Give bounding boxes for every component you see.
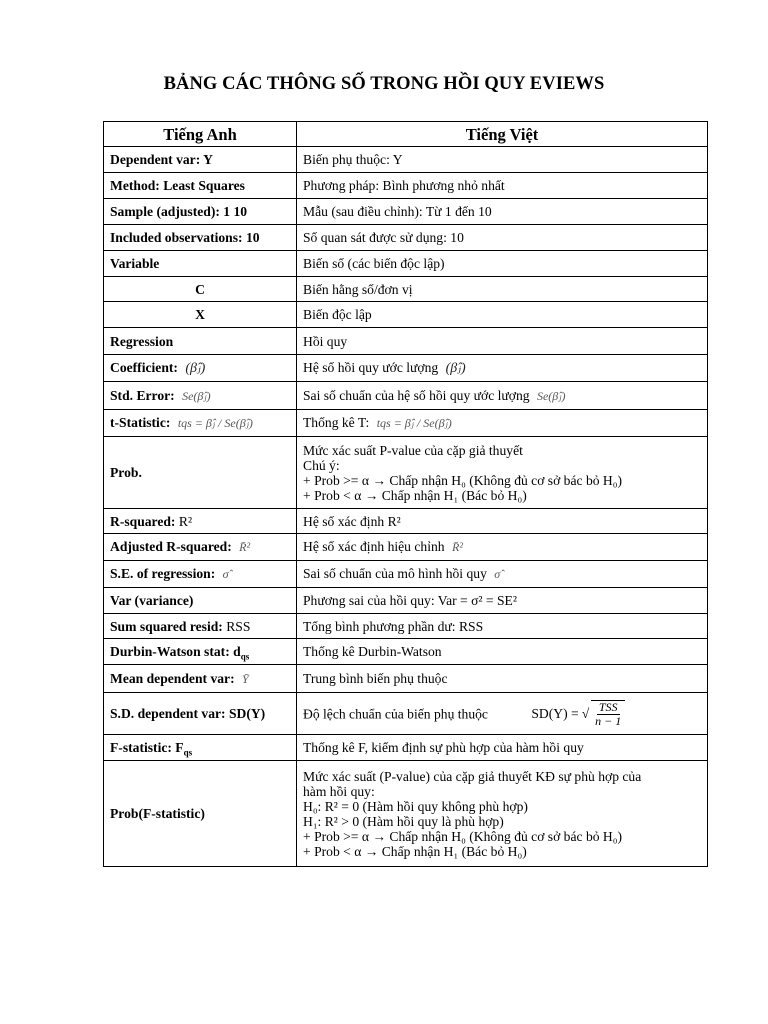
term-vietnamese: Số quan sát được sử dụng: 10 xyxy=(297,225,708,251)
std-error-formula: Se(β̂ⱼ) xyxy=(182,388,211,403)
term-vietnamese: Tổng bình phương phần dư: RSS xyxy=(297,614,708,639)
table-row xyxy=(104,561,708,588)
table-row xyxy=(104,588,708,614)
probf-line: Mức xác suất (P-value) của cặp giả thuyết KĐ sự phù hợp của xyxy=(303,768,642,784)
term-vietnamese xyxy=(297,761,708,867)
term-label: Std. Error: xyxy=(110,387,175,403)
term-label: S.E. of regression: xyxy=(110,566,216,581)
term-vietnamese: Phương pháp: Bình phương nhỏ nhất xyxy=(297,173,708,199)
table-row xyxy=(104,509,708,534)
term-english: X xyxy=(104,302,297,328)
table-row xyxy=(104,437,708,509)
term-vietnamese: Thống kê F, kiểm định sự phù hợp của hàm hồi quy xyxy=(297,735,708,761)
term-label: F-statistic: F xyxy=(110,740,184,755)
document-title: BẢNG CÁC THÔNG SỐ TRONG HỒI QUY EVIEWS xyxy=(163,74,605,94)
term-vietnamese xyxy=(297,561,708,588)
header-english: Tiếng Anh xyxy=(104,122,297,147)
term-english: Included observations: 10 xyxy=(104,225,297,251)
subscript: qs xyxy=(183,747,193,758)
table-header-row xyxy=(104,122,708,147)
sigma-hat-symbol: σ̂ xyxy=(494,567,501,581)
rss-label: RSS xyxy=(226,618,251,634)
subscript: qs xyxy=(240,651,250,662)
table-row xyxy=(104,534,708,561)
table-row xyxy=(104,173,708,199)
term-vietnamese xyxy=(297,355,708,382)
probf-line: + Prob < α → Chấp nhận H₁ (Bác bỏ H₀) xyxy=(303,843,527,859)
probf-line: hàm hồi quy: xyxy=(303,783,375,799)
term-english: Method: Least Squares xyxy=(104,173,297,199)
std-error-formula: Se(β̂ⱼ) xyxy=(536,388,566,403)
sd-formula xyxy=(531,700,625,728)
table-row xyxy=(104,410,708,437)
header-vietnamese: Tiếng Việt xyxy=(297,122,708,147)
probf-line: H₀: R² = 0 (Hàm hồi quy không phù hợp) xyxy=(303,798,528,814)
term-english xyxy=(104,614,297,639)
term-english: Var (variance) xyxy=(104,588,297,614)
term-english: C xyxy=(104,277,297,302)
term-english xyxy=(104,735,297,761)
term-label: Sai số chuẩn của mô hình hồi quy xyxy=(303,566,487,581)
term-label: Mean dependent var: xyxy=(110,670,235,686)
term-english xyxy=(104,639,297,665)
term-english: Prob. xyxy=(104,437,297,509)
term-english xyxy=(104,665,297,693)
term-label: Durbin-Watson stat: d xyxy=(110,644,241,659)
fraction-numerator: TSS xyxy=(598,699,618,714)
term-english: Variable xyxy=(104,251,297,277)
probf-line: + Prob >= α → Chấp nhận H₀ (Không đủ cơ sở bác bỏ H₀) xyxy=(303,828,623,844)
term-vietnamese: Thống kê Durbin-Watson xyxy=(297,639,708,665)
term-english: S.D. dependent var: SD(Y) xyxy=(104,693,297,735)
prob-line: Mức xác suất P-value của cặp giả thuyết xyxy=(303,442,523,458)
term-vietnamese xyxy=(297,534,708,561)
term-english: Prob(F-statistic) xyxy=(104,761,297,867)
term-english xyxy=(104,509,297,534)
prob-line: + Prob < α → Chấp nhận H₁ (Bác bỏ H₀) xyxy=(303,487,527,503)
table-row xyxy=(104,735,708,761)
term-vietnamese: Mẫu (sau điều chỉnh): Từ 1 đến 10 xyxy=(297,199,708,225)
table-row xyxy=(104,614,708,639)
fraction xyxy=(591,700,625,728)
table-row xyxy=(104,302,708,328)
table-row xyxy=(104,225,708,251)
table-row xyxy=(104,355,708,382)
beta-hat-formula: (β̂ⱼ) xyxy=(445,361,466,376)
term-label: Coefficient: xyxy=(110,360,178,375)
table-row xyxy=(104,147,708,173)
term-english xyxy=(104,355,297,382)
adjusted-r-squared-symbol: R̄² xyxy=(239,540,251,554)
table-row xyxy=(104,328,708,355)
term-label: Thống kê T: xyxy=(303,415,370,430)
term-label: Adjusted R-squared: xyxy=(110,539,232,554)
table-row xyxy=(104,382,708,410)
table-row xyxy=(104,639,708,665)
r-squared-symbol: R² xyxy=(178,513,193,529)
term-vietnamese: Phương sai của hồi quy: Var = σ² = SE² xyxy=(297,588,708,614)
term-label: R-squared: xyxy=(110,513,176,529)
term-english: Sample (adjusted): 1 10 xyxy=(104,199,297,225)
y-bar-symbol: Ȳ xyxy=(242,671,249,686)
table-row xyxy=(104,693,708,735)
term-english: Regression xyxy=(104,328,297,355)
term-label: Hệ số hồi quy ước lượng xyxy=(303,360,439,375)
term-english xyxy=(104,410,297,437)
table-row xyxy=(104,665,708,693)
term-label: Sum squared resid: xyxy=(110,618,223,634)
sigma-hat-symbol: σ̂ xyxy=(222,567,229,581)
adjusted-r-squared-symbol: R̄² xyxy=(451,540,463,554)
t-statistic-formula: tqs = β̂ⱼ / Se(β̂ⱼ) xyxy=(177,416,253,430)
sd-formula-left: SD(Y) = xyxy=(531,706,579,721)
term-vietnamese xyxy=(297,437,708,509)
term-vietnamese xyxy=(297,410,708,437)
table-row xyxy=(104,251,708,277)
term-vietnamese: Biến hằng số/đơn vị xyxy=(297,277,708,302)
table-row xyxy=(104,277,708,302)
term-label: t-Statistic: xyxy=(110,415,171,430)
fraction-denominator: n − 1 xyxy=(595,713,622,728)
term-english: Dependent var: Y xyxy=(104,147,297,173)
term-vietnamese xyxy=(297,382,708,410)
term-vietnamese: Biến số (các biến độc lập) xyxy=(297,251,708,277)
term-vietnamese: Hệ số xác định R² xyxy=(297,509,708,534)
term-vietnamese: Trung bình biến phụ thuộc xyxy=(297,665,708,693)
term-english xyxy=(104,561,297,588)
table-row xyxy=(104,761,708,867)
term-english xyxy=(104,534,297,561)
prob-line: + Prob >= α → Chấp nhận H₀ (Không đủ cơ sở bác bỏ H₀) xyxy=(303,472,623,488)
term-vietnamese: Biến phụ thuộc: Y xyxy=(297,147,708,173)
term-vietnamese: Hồi quy xyxy=(297,328,708,355)
term-label: Hệ số xác định hiệu chỉnh xyxy=(303,539,445,554)
probf-line: H₁: R² > 0 (Hàm hồi quy là phù hợp) xyxy=(303,813,504,829)
prob-line: Chú ý: xyxy=(303,457,340,473)
term-vietnamese xyxy=(297,693,708,735)
term-english xyxy=(104,382,297,410)
eviews-parameters-table xyxy=(103,121,708,867)
term-vietnamese: Biến độc lập xyxy=(297,302,708,328)
beta-hat-formula: (β̂ⱼ) xyxy=(185,361,206,376)
square-root-icon: √ $\frac{\text{TSS}}{n - 1}$ xyxy=(582,700,626,728)
term-label: Sai số chuẩn của hệ số hồi quy ước lượng xyxy=(303,387,530,403)
term-label: Độ lệch chuẩn của biến phụ thuộc xyxy=(303,706,488,721)
t-statistic-formula: tqs = β̂ⱼ / Se(β̂ⱼ) xyxy=(376,416,452,430)
table-row xyxy=(104,199,708,225)
